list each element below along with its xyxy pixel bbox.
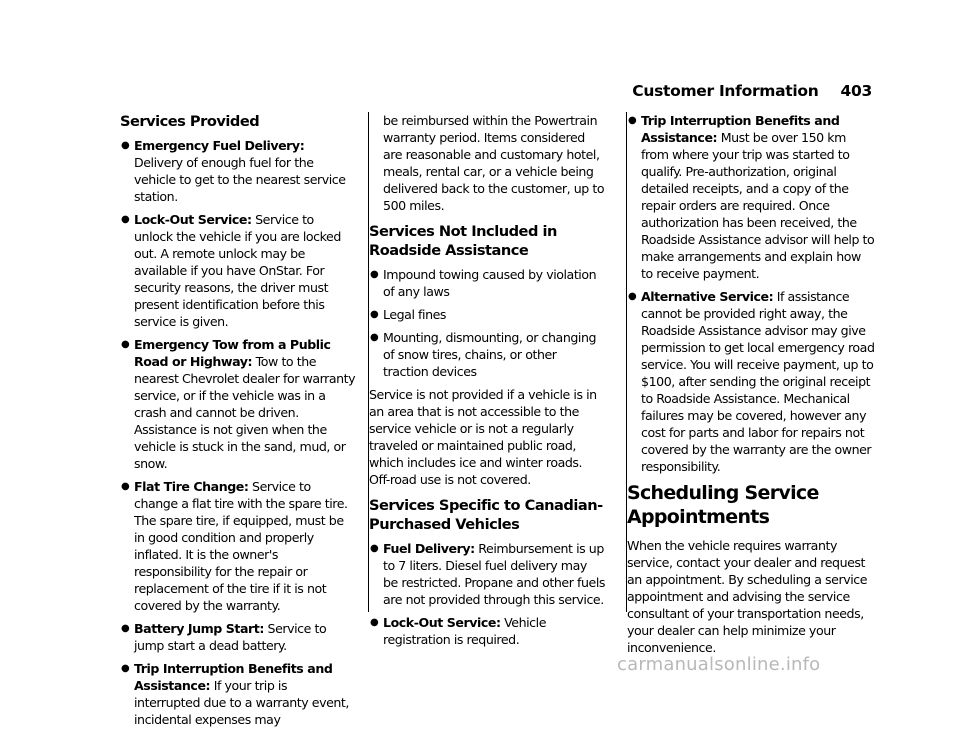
item-text: Impound towing caused by violation of any laws <box>383 267 597 299</box>
item-term: Emergency Fuel Delivery: <box>134 138 305 153</box>
section-title: Customer Information <box>632 82 819 100</box>
continued-text: be reimbursed within the Powertrain warranty period. Items considered are reasonable and customary hotel, meals, rental car, or a vehicle being delivered back to the customer, up to 500 miles. <box>383 113 605 213</box>
list-item <box>120 211 356 330</box>
list-item <box>627 288 875 475</box>
bullet-icon: ● <box>370 309 379 320</box>
bullet-icon: ● <box>121 140 130 151</box>
column-middle <box>369 112 605 654</box>
bullet-icon: ● <box>370 543 379 554</box>
column-right <box>627 112 875 664</box>
services-provided-heading: Services Provided <box>120 113 260 130</box>
item-term: Lock-Out Service: <box>134 212 252 227</box>
list-item <box>369 266 605 300</box>
canadian-heading: Services Specific to Canadian-Purchased Vehicles <box>369 497 603 533</box>
item-text: Service to jump start a dead battery. <box>134 621 327 653</box>
list-item <box>627 112 875 282</box>
item-text: Reimbursement is up to 7 liters. Diesel fuel delivery may be restricted. Propane and other fuels are not provided through this service. <box>383 541 605 607</box>
bullet-icon: ● <box>628 291 637 302</box>
item-term: Alternative Service: <box>641 289 774 304</box>
bullet-icon: ● <box>370 269 379 280</box>
item-term: Emergency Tow from a Public Road or Highway: <box>134 337 331 369</box>
bullet-icon: ● <box>121 623 130 634</box>
item-text: If your trip is interrupted due to a warranty event, incidental expenses may <box>134 678 349 727</box>
list-item <box>120 478 356 614</box>
item-term: Flat Tire Change: <box>134 479 249 494</box>
item-term: Lock-Out Service: <box>383 615 501 630</box>
list-item <box>369 306 605 323</box>
bullet-icon: ● <box>121 481 130 492</box>
not-included-paragraph: Service is not provided if a vehicle is in an area that is not accessible to the service vehicle or is not a regularly traveled or maintained public road, which includes ice and winter roads. Off-road use is not covered. <box>369 387 597 487</box>
item-term: Battery Jump Start: <box>134 621 264 636</box>
bullet-icon: ● <box>628 115 637 126</box>
list-item <box>120 137 356 205</box>
item-text: Must be over 150 km from where your trip was started to qualify. Pre-authorization, original detailed receipts, and a copy of the repair orders are required. Once authorization has been received, the Roadside Assistance advisor will help to make arrangements and explain how to receive payment. <box>641 130 875 281</box>
list-item <box>120 336 356 472</box>
item-text: Legal fines <box>383 307 447 322</box>
item-text: Vehicle registration is required. <box>383 615 547 647</box>
column-left <box>120 112 356 734</box>
bullet-icon: ● <box>121 339 130 350</box>
item-text: Service to change a flat tire with the spare tire. The spare tire, if equipped, must be in good condition and properly inflated. It is the owner's responsibility for the repair or replacement of the tire if it is not covered by the warranty. <box>134 479 348 613</box>
list-item <box>369 540 605 608</box>
item-text: Tow to the nearest Chevrolet dealer for warranty service, or if the vehicle was in a crash and cannot be driven. Assistance is not given when the vehicle is stuck in the sand, mud, or snow. <box>134 354 356 471</box>
watermark: carmanualsonline.info <box>617 654 821 675</box>
list-item <box>120 620 356 654</box>
item-term: Trip Interruption Benefits and Assistance: <box>134 661 333 693</box>
list-item <box>120 660 356 728</box>
item-text: Mounting, dismounting, or changing of snow tires, chains, or other traction devices <box>383 330 597 379</box>
scheduling-paragraph: When the vehicle requires warranty service, contact your dealer and request an appointment. By scheduling a service appointment and advising the service consultant of your transportation needs, your dealer can help minimize your inconvenience. <box>627 538 868 655</box>
item-term: Trip Interruption Benefits and Assistance: <box>641 113 840 145</box>
item-text: Delivery of enough fuel for the vehicle to get to the nearest service station. <box>134 155 346 204</box>
bullet-icon: ● <box>121 663 130 674</box>
list-item <box>369 329 605 380</box>
item-term: Fuel Delivery: <box>383 541 475 556</box>
item-text: Service to unlock the vehicle if you are locked out. A remote unlock may be available if you have OnStar. For security reasons, the driver must present identification before this service is given. <box>134 212 341 329</box>
page-header <box>632 82 872 100</box>
bullet-icon: ● <box>121 214 130 225</box>
page-number: 403 <box>840 82 872 100</box>
scheduling-heading: Scheduling Service Appointments <box>627 482 819 528</box>
item-text: If assistance cannot be provided right away, the Roadside Assistance advisor may give permission to get local emergency road service. You will receive payment, up to $100, after sending the original receipt to Roadside Assistance. Mechanical failures may be covered, however any cost for parts and labor for repairs not covered by the warranty are the owner responsibility. <box>641 289 875 474</box>
bullet-icon: ● <box>370 332 379 343</box>
not-included-heading: Services Not Included in Roadside Assistance <box>369 223 557 259</box>
list-item <box>369 614 605 648</box>
bullet-icon: ● <box>370 617 379 628</box>
